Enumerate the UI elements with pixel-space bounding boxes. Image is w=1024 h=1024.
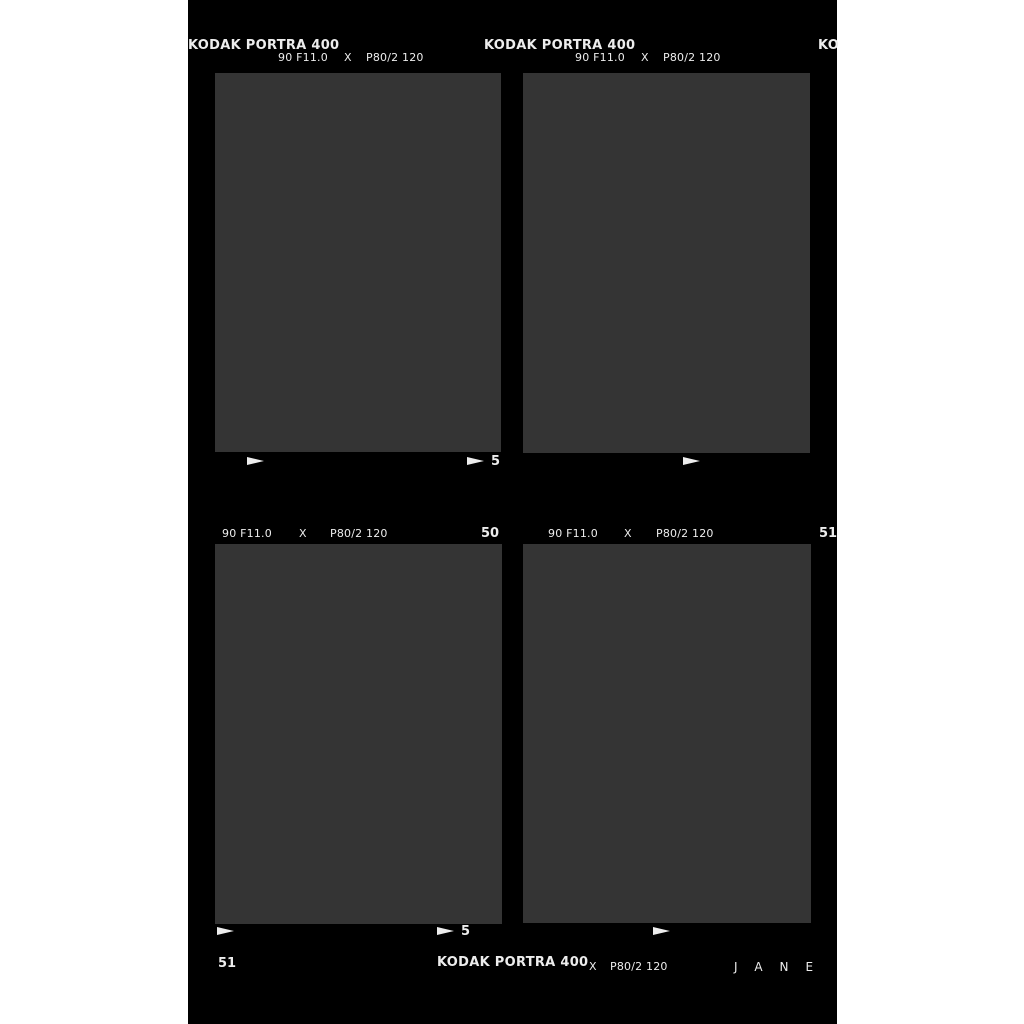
exposure-label: 90 F11.0	[222, 527, 272, 540]
separator-label: X	[344, 51, 352, 64]
format-label: P80/2 120	[610, 960, 668, 973]
frame-number: 51	[819, 526, 838, 541]
separator-label: X	[299, 527, 307, 540]
photo-frame-bottom-left	[215, 544, 502, 924]
advance-arrow-icon	[247, 457, 264, 465]
signature-text: JANE	[734, 960, 831, 974]
separator-label: X	[624, 527, 632, 540]
film-strip	[188, 0, 840, 1024]
film-brand-label: KODAK PORTRA 400	[484, 38, 636, 53]
format-label: P80/2 120	[366, 51, 424, 64]
advance-arrow-icon	[467, 457, 484, 465]
format-label: P80/2 120	[330, 527, 388, 540]
separator-label: X	[641, 51, 649, 64]
separator-label: X	[589, 960, 597, 973]
photo-frame-bottom-right	[523, 544, 811, 923]
frame-number: 50	[481, 526, 500, 541]
frame-number: 51	[218, 956, 237, 971]
photo-frame-top-right	[523, 73, 810, 453]
film-brand-label-partial: KO	[818, 38, 840, 53]
exposure-label: 90 F11.0	[548, 527, 598, 540]
frame-number: 5	[461, 924, 471, 939]
film-brand-label: KODAK PORTRA 400	[188, 38, 340, 53]
film-brand-label: KODAK PORTRA 400	[437, 955, 589, 970]
advance-arrow-icon	[653, 927, 670, 935]
exposure-label: 90 F11.0	[575, 51, 625, 64]
format-label: P80/2 120	[656, 527, 714, 540]
frame-number: 5	[491, 454, 501, 469]
format-label: P80/2 120	[663, 51, 721, 64]
advance-arrow-icon	[683, 457, 700, 465]
advance-arrow-icon	[437, 927, 454, 935]
photo-frame-top-left	[215, 73, 501, 452]
advance-arrow-icon	[217, 927, 234, 935]
exposure-label: 90 F11.0	[278, 51, 328, 64]
